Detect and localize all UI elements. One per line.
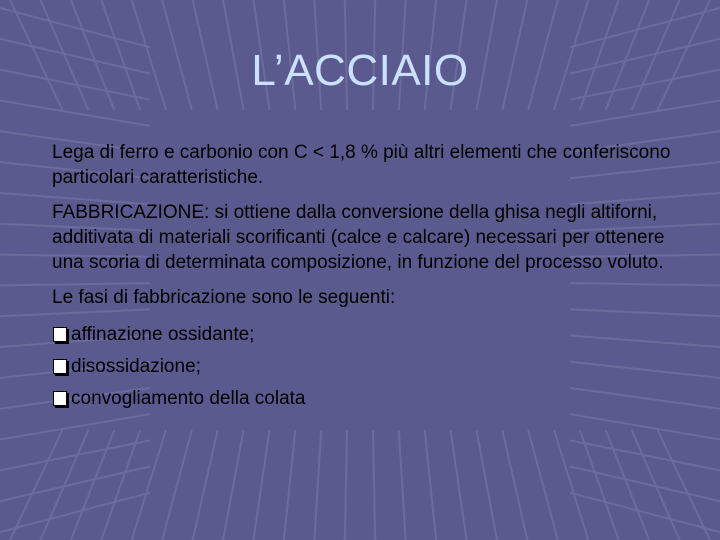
- slide-body: [52, 140, 692, 418]
- paragraph-fabbricazione: FABBRICAZIONE: si ottiene dalla conversione della ghisa negli altiforni, additivata di materiali scorificanti (calce e calcare) necessari per ottenere una scoria di determinata composizione, in funzione del processo voluto.: [52, 202, 665, 273]
- checkbox-square-icon: [53, 327, 67, 342]
- bullet-item: [52, 354, 692, 379]
- checkbox-square-icon: [53, 391, 67, 406]
- checkbox-square-icon: [53, 359, 67, 374]
- bullet-text: affinazione ossidante;: [71, 324, 255, 345]
- bullet-text: convogliamento della colata: [71, 388, 306, 409]
- paragraph-definition: Lega di ferro e carbonio con C < 1,8 % più altri elementi che conferiscono particolari caratteristiche.: [52, 142, 671, 188]
- paragraph-fasi: Le fasi di fabbricazione sono le seguenti:: [52, 287, 396, 308]
- bullet-item: [52, 386, 692, 411]
- slide-title: L’ACCIAIO: [251, 46, 469, 95]
- bullet-item: [52, 322, 692, 347]
- bullet-text: disossidazione;: [71, 356, 201, 377]
